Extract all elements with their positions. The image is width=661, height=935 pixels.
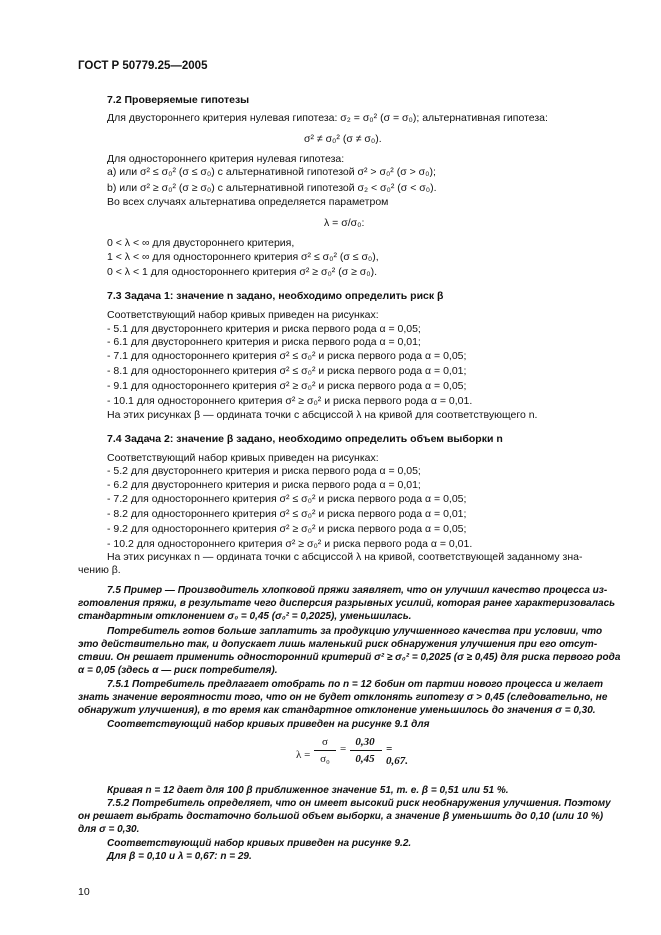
s72-line-5: Во всех случаях альтернатива определяется параметром	[107, 196, 389, 208]
s74-item: - 9.2 для одностороннего критерия σ² ≥ σ₀² и риска первого рода α = 0,05;	[107, 523, 467, 535]
formula-numerator-1: σ	[322, 736, 328, 748]
s73-intro: Соответствующий набор кривых приведен на рисунках:	[107, 309, 379, 321]
s74-item: - 10.2 для одностороннего критерия σ² ≥ σ₀² и риска первого рода α = 0,01.	[107, 538, 473, 550]
s72-formula-1: σ² ≠ σ₀² (σ ≠ σ₀).	[304, 133, 382, 145]
example-p3-line: 7.5.1 Потребитель предлагает отобрать по n = 12 бобин от партии нового процесса и желает	[107, 679, 603, 690]
example-p2-line: Потребитель готов больше заплатить за продукцию улучшенного качества при условии, что	[107, 626, 603, 637]
formula-denominator-2: 0,45	[355, 753, 375, 765]
formula-numerator-2: 0,30	[355, 736, 375, 748]
s74-item: - 7.2 для одностороннего критерия σ² ≤ σ₀² и риска первого рода α = 0,05;	[107, 493, 467, 505]
lambda-formula	[296, 736, 416, 780]
section-7-4-heading: 7.4 Задача 2: значение β задано, необходимо определить объем выборки n	[107, 433, 503, 445]
s73-closing: На этих рисунках β — ордината точки с абсциссой λ на кривой для соответствующего n.	[107, 409, 538, 421]
example-p1-line: готовления пряжи, в результате чего дисперсия разрывных усилий, которая ранее характеризовалась	[78, 598, 616, 609]
s72-line-3: а) или σ² ≤ σ₀² (σ ≤ σ₀) с альтернативной гипотезой σ² > σ₀² (σ > σ₀);	[107, 166, 436, 178]
example-p2-line: это действительно так, и допускает лишь маленький риск обнаружения улучшения при его отсут-	[78, 639, 598, 650]
example-p7: Соответствующий набор кривых приведен на рисунке 9.2.	[107, 838, 412, 849]
formula-lhs: λ =	[296, 749, 311, 761]
fraction-bar-1	[314, 750, 336, 751]
example-p4: Соответствующий набор кривых приведен на рисунке 9.1 для	[107, 719, 430, 730]
section-7-2-heading: 7.2 Проверяемые гипотезы	[107, 94, 250, 106]
example-p6-line: для σ = 0,30.	[78, 824, 140, 835]
s73-item: - 7.1 для одностороннего критерия σ² ≤ σ₀² и риска первого рода α = 0,05;	[107, 350, 467, 362]
s74-item: - 5.2 для двустороннего критерия и риска первого рода α = 0,05;	[107, 465, 421, 477]
s72-line-7: 1 < λ < ∞ для одностороннего критерия σ² ≤ σ₀² (σ ≤ σ₀),	[107, 251, 379, 263]
example-p2-line: α = 0,05 (здесь α — риск потребителя).	[78, 665, 278, 676]
section-7-3-heading: 7.3 Задача 1: значение n задано, необходимо определить риск β	[107, 290, 444, 302]
s73-item: - 6.1 для двустороннего критерия и риска первого рода α = 0,01;	[107, 336, 421, 348]
s72-line-6: 0 < λ < ∞ для двустороннего критерия,	[107, 237, 295, 249]
s72-formula-2: λ = σ/σ₀:	[324, 217, 365, 229]
example-p6-line: он решает выбрать достаточно большой объем выборки, а значение β уменьшить до 0,10 (или 10 %)	[78, 811, 604, 822]
s74-closing-line-1: На этих рисунках n — ордината точки с абсциссой λ на кривой, соответствующей заданному зна-	[107, 551, 583, 563]
s72-line-4: b) или σ² ≥ σ₀² (σ ≥ σ₀) с альтернативной гипотезой σ₂ < σ₀² (σ < σ₀).	[107, 182, 437, 194]
s73-item: - 5.1 для двустороннего критерия и риска первого рода α = 0,05;	[107, 323, 421, 335]
s74-item: - 6.2 для двустороннего критерия и риска первого рода α = 0,01;	[107, 479, 421, 491]
example-p1-line: стандартным отклонением σ₀ = 0,45 (σ₀² = 0,2025), уменьшилась.	[78, 611, 412, 622]
formula-result: = 0,67.	[386, 743, 408, 767]
s73-item: - 8.1 для одностороннего критерия σ² ≤ σ₀² и риска первого рода α = 0,01;	[107, 365, 467, 377]
fraction-bar-2	[350, 750, 382, 751]
example-p1-line: 7.5 Пример — Производитель хлопковой пряжи заявляет, что он улучшил качество процесса из-	[107, 585, 608, 596]
page-number: 10	[78, 886, 90, 898]
s74-intro: Соответствующий набор кривых приведен на рисунках:	[107, 452, 379, 464]
example-p2-line: ствии. Он решает применить односторонний критерий σ² ≥ σ₀² = 0,2025 (σ ≥ 0,45) для риска первого рода	[78, 652, 621, 663]
s73-item: - 10.1 для одностороннего критерия σ² ≥ σ₀² и риска первого рода α = 0,01.	[107, 395, 473, 407]
s72-line-8: 0 < λ < 1 для одностороннего критерия σ² ≥ σ₀² (σ ≥ σ₀).	[107, 266, 378, 278]
s74-closing-line-2: чению β.	[78, 564, 121, 576]
s74-item: - 8.2 для одностороннего критерия σ² ≤ σ₀² и риска первого рода α = 0,01;	[107, 508, 467, 520]
formula-denominator-1: σ₀	[320, 753, 330, 765]
example-p8: Для β = 0,10 и λ = 0,67: n = 29.	[107, 851, 252, 862]
s72-line-1: Для двустороннего критерия нулевая гипотеза: σ₂ = σ₀² (σ = σ₀); альтернативная гипотеза:	[107, 112, 548, 124]
example-p6-line: 7.5.2 Потребитель определяет, что он имеет высокий риск необнаружения улучшения. Поэтому	[107, 798, 611, 809]
s72-line-2: Для одностороннего критерия нулевая гипотеза:	[107, 153, 345, 165]
s73-item: - 9.1 для одностороннего критерия σ² ≥ σ₀² и риска первого рода α = 0,05;	[107, 380, 467, 392]
example-p5: Кривая n = 12 дает для 100 β приближенное значение 51, т. е. β = 0,51 или 51 %.	[107, 785, 509, 796]
example-p3-line: знать значение вероятности того, что он не будет отклонять гипотезу σ > 0,45 (следовательно, не	[78, 692, 608, 703]
example-p3-line: обнаружит улучшения), в то время как стандартное отклонение уменьшилось до значения σ = 0,30.	[78, 705, 596, 716]
document-header: ГОСТ Р 50779.25—2005	[78, 60, 208, 72]
formula-equals: =	[340, 743, 347, 755]
